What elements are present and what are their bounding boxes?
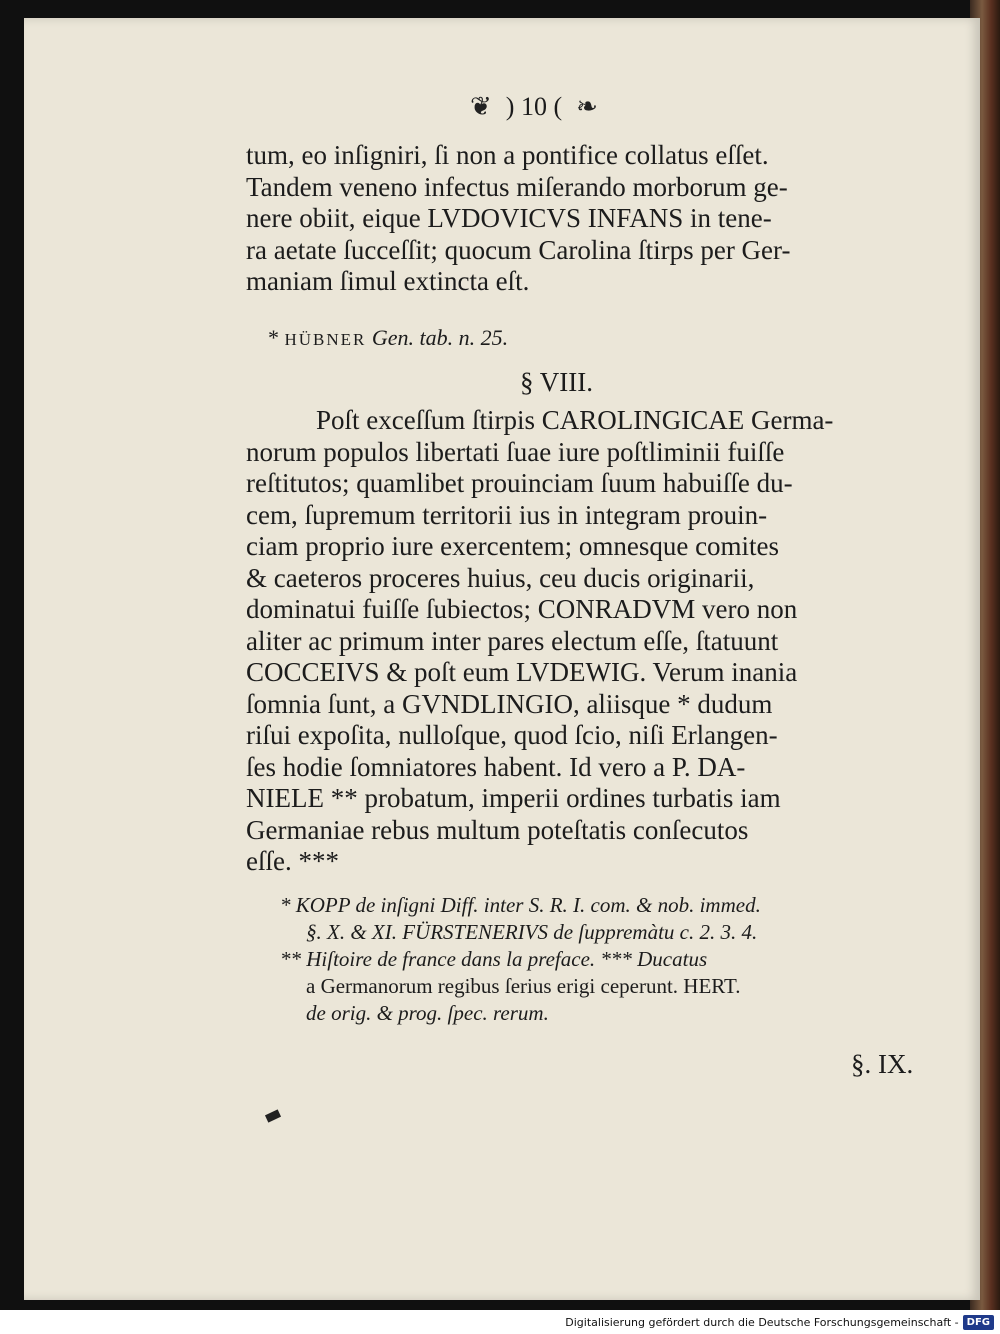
- text-line: eſſe. ***: [246, 846, 339, 876]
- text-line: & caeteros proceres huius, ceu ducis originarii,: [246, 562, 755, 593]
- text-line: COCCEIVS & poſt eum LVDEWIG. Verum inania: [246, 657, 798, 687]
- text-line: Tandem veneno infectus miſerando morborum ge-: [246, 171, 788, 202]
- footnote-marker: *: [268, 325, 279, 350]
- ornament-left-icon: ❦: [470, 92, 492, 121]
- footnotes-block: [280, 892, 930, 1027]
- text-line: maniam ſimul extincta eſt.: [246, 266, 530, 296]
- text-line: nere obiit, eique LVDOVICVS INFANS in tene-: [246, 203, 772, 233]
- text-line: reſtitutos; quamlibet prouinciam ſuum habuiſſe du-: [246, 468, 793, 498]
- footnote-line: de orig. & prog. ſpec. rerum.: [306, 1001, 549, 1025]
- text-line: cem, ſupremum territorii ius in integram prouin-: [246, 499, 768, 530]
- paragraph-continued: [246, 140, 910, 298]
- section-paragraph: [246, 405, 910, 878]
- footnote-author: HÜBNER: [284, 330, 367, 349]
- text-line: dominatui fuiſſe ſubiectos; CONRADVM vero non: [246, 594, 798, 624]
- text-line: NIELE ** probatum, imperii ordines turbatis iam: [246, 783, 781, 813]
- catchword: §. IX.: [851, 1049, 914, 1079]
- footnote-hubner: [268, 322, 932, 356]
- page-number: ) 10 (: [505, 92, 563, 121]
- text-line: aliter ac primum inter pares electum eſſe, ſtatuunt: [246, 625, 779, 656]
- footnote-line: * KOPP de inſigni Diff. inter S. R. I. com. & nob. immed.: [280, 893, 761, 917]
- footnote-reference: Gen. tab. n. 25.: [371, 325, 509, 350]
- text-line: norum populos libertati ſuae iure poſtliminii fuiſſe: [246, 436, 785, 467]
- page-header: [470, 92, 690, 122]
- text-line: ra aetate ſucceſſit; quocum Carolina ſtirps per Ger-: [246, 234, 791, 265]
- text-line: ſomnia ſunt, a GVNDLINGIO, aliisque * dudum: [246, 688, 773, 719]
- footnote-line: a Germanorum regibus ſerius erigi ceperunt. HERT.: [306, 974, 741, 998]
- text-line: ciam proprio iure exercentem; omnesque comites: [246, 531, 780, 561]
- text-line: tum, eo inſigniri, ſi non a pontifice collatus eſſet.: [246, 140, 769, 170]
- text-line: ſes hodie ſomniatores habent. Id vero a P. DA-: [246, 751, 746, 782]
- text-line: Poſt exceſſum ſtirpis CAROLINGICAE Germa-: [316, 405, 834, 435]
- text-line: riſui expoſita, nulloſque, quod ſcio, niſi Erlangen-: [246, 720, 778, 750]
- footnote-line: ** Hiſtoire de france dans la preface. *** Ducatus: [280, 947, 708, 971]
- digitization-credit-bar: [0, 1310, 1000, 1334]
- text-line: Germaniae rebus multum poteſtatis conſecutos: [246, 814, 749, 845]
- footnote-line: §. X. & XI. FÜRSTENERIVS de ſuppremàtu c. 2. 3. 4.: [306, 920, 758, 944]
- credit-text: Digitalisierung gefördert durch die Deutsche Forschungsgemeinschaft -: [565, 1315, 959, 1329]
- section-heading: § VIII.: [520, 367, 593, 397]
- dfg-logo-icon: DFG: [963, 1315, 994, 1330]
- ornament-right-icon: ❧: [576, 92, 598, 121]
